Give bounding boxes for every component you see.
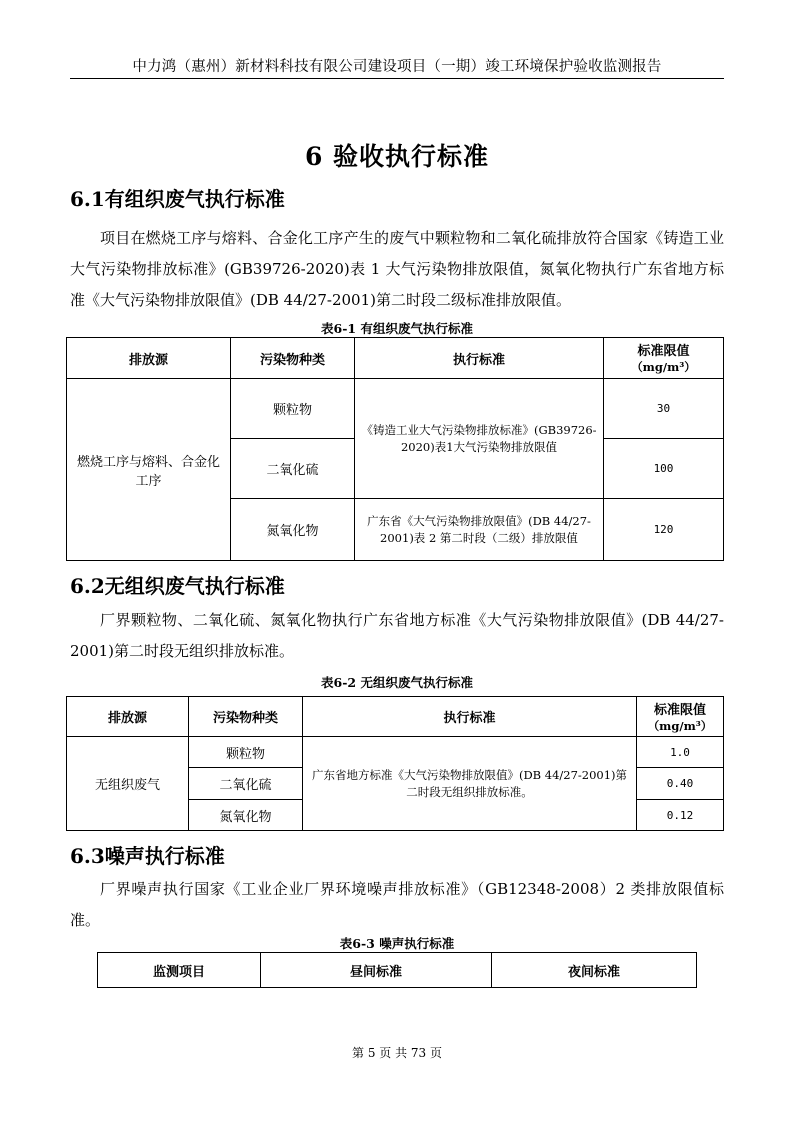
table-6-2-caption: 表6-2 无组织废气执行标准 <box>321 675 473 690</box>
col-header-limit-label: 标准限值 <box>637 344 690 359</box>
page-header: 中力鸿（惠州）新材料科技有限公司建设项目（一期）竣工环境保护验收监测报告 <box>132 59 662 75</box>
header-divider <box>70 78 724 79</box>
section-title-6-2: 6.2无组织废气执行标准 <box>70 574 285 598</box>
standard-cell: 广东省地方标准《大气污染物排放限值》(DB 44/27-2001)第二时段无组织排放标准。 <box>303 737 637 831</box>
limit-cell: 100 <box>604 439 724 499</box>
limit-cell: 30 <box>604 379 724 439</box>
pollutant-cell: 二氧化硫 <box>231 439 355 499</box>
limit-cell: 120 <box>604 499 724 561</box>
table-6-3-caption: 表6-3 噪声执行标准 <box>339 936 455 951</box>
source-cell: 燃烧工序与熔料、合金化工序 <box>67 379 231 561</box>
limit-cell: 1.0 <box>637 737 724 768</box>
limit-cell: 0.40 <box>637 768 724 800</box>
col-header-day: 昼间标准 <box>261 953 492 988</box>
col-header-night: 夜间标准 <box>492 953 697 988</box>
pollutant-cell: 二氧化硫 <box>189 768 303 800</box>
pollutant-cell: 氮氧化物 <box>189 800 303 831</box>
section-6-1-paragraph: 项目在燃烧工序与熔料、合金化工序产生的废气中颗粒物和二氧化硫排放符合国家《铸造工业大气污染物排放标准》(GB39726-2020)表 1 大气污染物排放限值，氮氧化物执行广东省地方标准《大气污染物排放限值》(DB 44/27-2001)第二时段二级标准排放限值。 <box>70 229 724 309</box>
table-6-1 <box>66 337 724 561</box>
section-6-3-paragraph: 厂界噪声执行国家《工业企业厂界环境噪声排放标准》（GB12348-2008）2 类排放限值标准。 <box>70 880 724 929</box>
col-header-standard: 执行标准 <box>355 338 604 379</box>
standard-cell: 广东省《大气污染物排放限值》(DB 44/27-2001)表 2 第二时段（二级）排放限值 <box>355 499 604 561</box>
pollutant-cell: 颗粒物 <box>189 737 303 768</box>
table-6-1-caption: 表6-1 有组织废气执行标准 <box>321 321 473 336</box>
col-header-limit <box>637 697 724 737</box>
table-row <box>67 379 724 439</box>
section-6-2-paragraph: 厂界颗粒物、二氧化硫、氮氧化物执行广东省地方标准《大气污染物排放限值》(DB 44/27-2001)第二时段无组织排放标准。 <box>70 611 724 660</box>
col-header-limit-label: 标准限值 <box>653 702 706 718</box>
table-6-3 <box>97 952 697 988</box>
col-header-item: 监测项目 <box>98 953 261 988</box>
section-title-6-1: 6.1有组织废气执行标准 <box>70 187 285 211</box>
page-footer: 第 5 页 共 73 页 <box>352 1046 442 1060</box>
chapter-title: 6 验收执行标准 <box>304 142 490 171</box>
col-header-limit <box>604 338 724 379</box>
col-header-source: 排放源 <box>67 338 231 379</box>
col-header-limit-unit: （mg/m³） <box>631 360 696 374</box>
col-header-standard: 执行标准 <box>303 697 637 737</box>
pollutant-cell: 氮氧化物 <box>231 499 355 561</box>
table-row <box>67 737 724 768</box>
col-header-pollutant: 污染物种类 <box>231 338 355 379</box>
limit-cell: 0.12 <box>637 800 724 831</box>
col-header-limit-unit: （mg/m³） <box>647 718 713 733</box>
section-title-6-3: 6.3噪声执行标准 <box>70 844 225 868</box>
col-header-pollutant: 污染物种类 <box>189 697 303 737</box>
table-6-2 <box>66 696 724 831</box>
pollutant-cell: 颗粒物 <box>231 379 355 439</box>
col-header-source: 排放源 <box>67 697 189 737</box>
source-cell: 无组织废气 <box>67 737 189 831</box>
standard-cell: 《铸造工业大气污染物排放标准》(GB39726-2020)表1大气污染物排放限值 <box>355 379 604 499</box>
